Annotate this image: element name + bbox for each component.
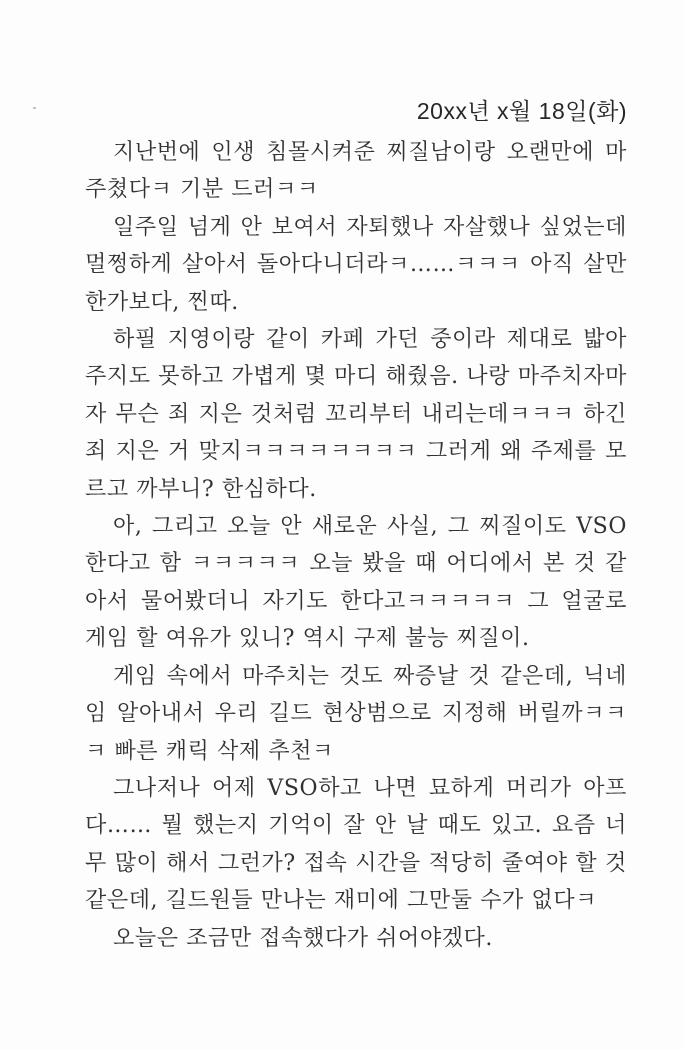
diary-paragraph: 아, 그리고 오늘 안 새로운 사실, 그 찌질이도 VSO 한다고 함 ㅋㅋㅋㅋㅋ 오늘 봤을 때 어디에서 본 것 같아서 물어봤더니 자기도 한다고ㅋㅋㅋㅋㅋ 그 얼굴로 게임 할 여유가 있니? 역시 구제 불능 찌질이. bbox=[85, 514, 627, 652]
diary-paragraph: 하필 지영이랑 같이 카페 가던 중이라 제대로 밟아 주지도 못하고 가볍게 몇 마디 해줬음. 나랑 마주치자마자 무슨 죄 지은 것처럼 꼬리부터 내리는데ㅋㅋㅋ 하긴 죄 지은 거 맞지ㅋㅋㅋㅋㅋㅋㅋㅋ 그러게 왜 주제를 모르고 까부니? 한심하다. bbox=[85, 327, 627, 502]
diary-body bbox=[85, 134, 627, 957]
diary-date-header: 20xx년 x월 18일(화) bbox=[416, 98, 627, 124]
diary-paragraph: 그나저나 어제 VSO하고 나면 묘하게 머리가 아프다…… 뭘 했는지 기억이 잘 안 날 때도 있고. 요즘 너무 많이 해서 그런가? 접속 시간을 적당히 줄여야 할 것 같은데, 길드원들 만나는 재미에 그만둘 수가 없다ㅋ bbox=[85, 775, 627, 914]
diary-paragraph: 일주일 넘게 안 보여서 자퇴했나 자살했나 싶었는데 멀쩡하게 살아서 돌아다니더라ㅋ……ㅋㅋㅋ 아직 살만한가보다, 찐따. bbox=[85, 214, 627, 315]
diary-paragraph: 게임 속에서 마주치는 것도 짜증날 것 같은데, 닉네임 알아내서 우리 길드 현상범으로 지정해 버릴까ㅋㅋㅋ 빠른 캐릭 삭제 추천ㅋ bbox=[85, 663, 627, 764]
diary-paragraph: 지난번에 인생 침몰시켜준 찌질남이랑 오랜만에 마주쳤다ㅋ 기분 드러ㅋㅋ bbox=[85, 140, 627, 203]
diary-paragraph: 오늘은 조금만 접속했다가 쉬어야겠다. bbox=[113, 925, 494, 951]
scan-speck bbox=[33, 107, 36, 109]
